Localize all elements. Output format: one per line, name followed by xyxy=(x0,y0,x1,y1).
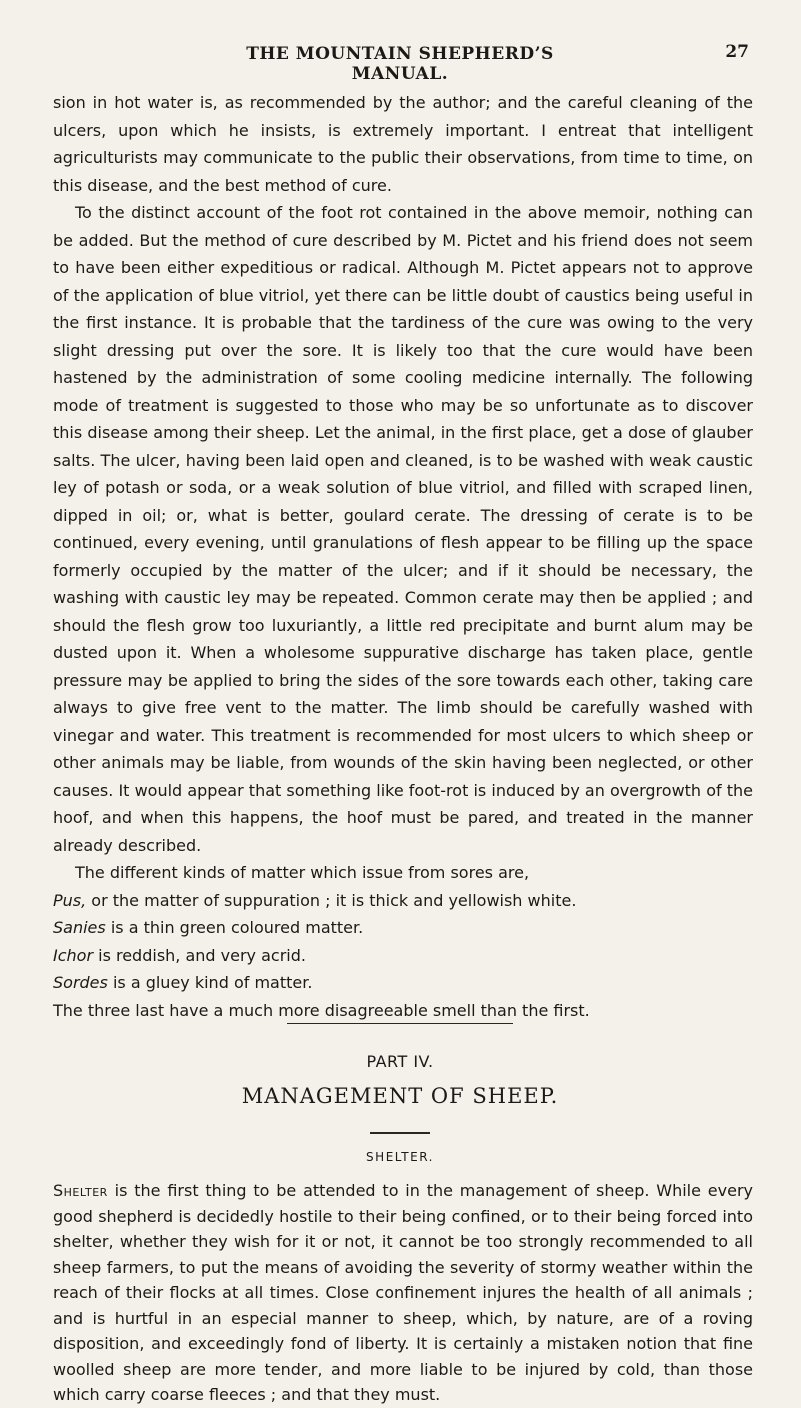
page-number: 27 xyxy=(725,42,749,62)
definition-text: is a gluey kind of matter. xyxy=(107,973,313,992)
title-rule xyxy=(370,1132,430,1134)
shelter-paragraph xyxy=(53,1178,753,1408)
section-title: MANAGEMENT OF SHEEP. xyxy=(241,1084,559,1108)
definition-sordes xyxy=(53,969,753,997)
definition-text: is reddish, and very acrid. xyxy=(93,945,306,965)
definition-text: or the matter of suppuration ; it is thick and yellowish white. xyxy=(86,890,577,910)
definition-pus xyxy=(53,887,753,915)
shelter-text xyxy=(53,1178,753,1408)
definition-text: is a thin green coloured matter. xyxy=(105,918,364,937)
subsection-heading: SHELTER. xyxy=(366,1150,434,1164)
definition-term: Pus, xyxy=(53,890,87,910)
definition-term: Ichor xyxy=(53,945,94,965)
shelter-paragraph-text: is the first thing to be attended to in the management of sheep. While every good shepherd is decidedly hostile to their being confined, or to their being forced into shelter, whether they wish for it or not, it cannot be too strongly recommended to all sheep farmers, to put the means of avoiding the severity of stormy weather within the reach of their flocks at all times. Close confinement injures the health of all animals ; and is hurtful in an especial manner to sheep, which, by nature, are of a roving disposition, and exceedingly fond of liberty. It is certainly a mistaken notion that fine woolled sheep are more tender, and more liable to be injured by cold, than those which carry coarse fleeces ; and that they must. xyxy=(53,1181,753,1404)
paragraph-treatment: To the distinct account of the foot rot contained in the above memoir, nothing can be added. But the method of cure described by M. Pictet and his friend does not seem to have been either expeditious or radical. Although M. Pictet appears not to approve of the application of blue vitriol, yet there can be little doubt of caustics being useful in the first instance. It is probable that the tardiness of the cure was owing to the very slight dressing put over the sore. It is likely too that the cure would have been hastened by the administration of some cooling medicine internally. The following mode of treatment is suggested to those who may be so unfortunate as to discover this disease among their sheep. Let the animal, in the first place, get a dose of glauber salts. The ulcer, having been laid open and cleaned, is to be washed with weak caustic ley of potash or soda, or a weak solution of blue vitriol, and filled with scraped linen, dipped in oil; or, what is better, goulard cerate. The dressing of cerate is to be continued, every evening, until granulations of flesh appear to be filling up the space formerly occupied by the matter of the ulcer; and if it should be necessary, the washing with caustic ley may be repeated. Common cerate may then be applied ; and should the flesh grow too luxuriantly, a little red precipitate and burnt alum may be dusted upon it. When a wholesome suppurative discharge has taken place, gentle pressure may be applied to bring the sides of the sore towards each other, taking care always to give free vent to the matter. The limb should be carefully washed with vinegar and water. This treatment is recommended for most ulcers to which sheep or other animals may be liable, from wounds of the skin having been neglected, or other causes. It would appear that something like foot-rot is induced by an overgrowth of the hoof, and when this happens, the hoof must be pared, and treated in the manner already described. xyxy=(53,203,753,855)
closing-line: The three last have a much more disagreeable smell than the first. xyxy=(53,1000,590,1020)
foot-rot-treatment-text xyxy=(53,89,753,1024)
matter-definitions xyxy=(53,887,753,997)
definition-sanies xyxy=(53,914,753,942)
definition-term: Sanies xyxy=(53,918,106,937)
running-title: THE MOUNTAIN SHEPHERD’S MANUAL. xyxy=(246,44,554,84)
paragraph-continuation: sion in hot water is, as recommended by the author; and the careful cleaning of the ulcers, upon which he insists, is extremely important. I entreat that intelligent agriculturists may communicate to the public their observations, from time to time, on this disease, and the best method of cure. xyxy=(53,93,753,195)
shelter-lead-word: Shelter xyxy=(53,1181,108,1200)
paragraph-matter-kinds: The different kinds of matter which issue from sores are, xyxy=(75,863,530,882)
definition-term: Sordes xyxy=(53,973,108,992)
definition-ichor xyxy=(53,942,753,970)
part-label: PART IV. xyxy=(366,1052,434,1071)
section-divider xyxy=(287,1023,513,1024)
